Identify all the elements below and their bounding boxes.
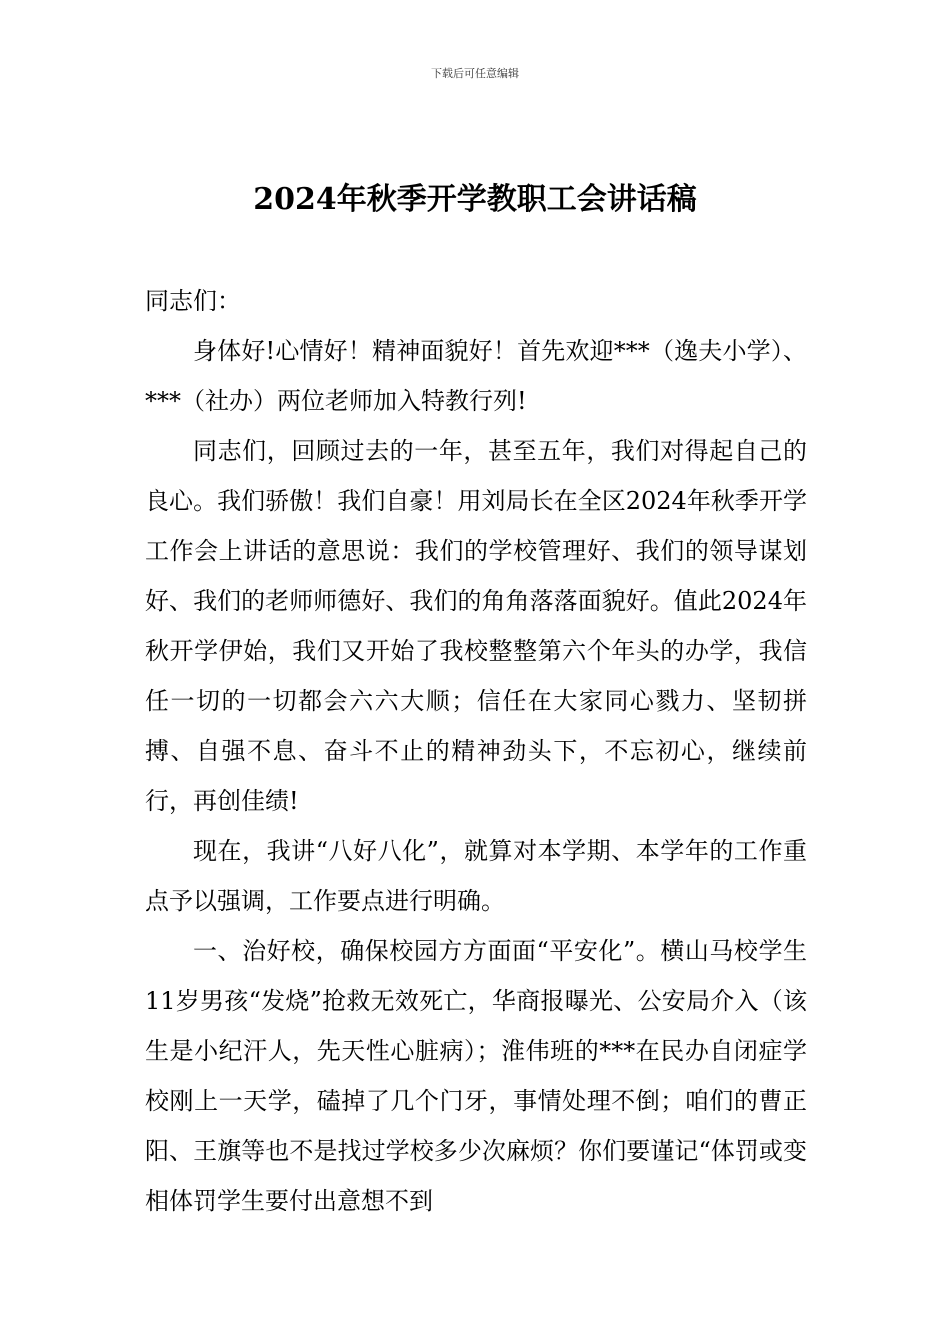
- paragraph-review: 同志们，回顾过去的一年，甚至五年，我们对得起自己的良心。我们骄傲！我们自豪！用刘局长在全区2024年秋季开学工作会上讲话的意思说：我们的学校管理好、我们的领导谋划好、我们的老师师德好、我们的角角落落面貌好。值此2024年秋开学伊始，我们又开始了我校整整第六个年头的办学，我信任一切的一切都会六六大顺；信任在大家同心戮力、坚韧拼搏、自强不息、奋斗不止的精神劲头下，不忘初心，继续前行，再创佳绩!: [145, 437, 807, 815]
- document-title: 2024年秋季开学教职工会讲话稿: [253, 182, 697, 217]
- paragraph-welcome: 身体好!心情好！精神面貌好！首先欢迎***（逸夫小学）、***（社办）两位老师加入特教行列!: [145, 337, 807, 415]
- paragraph-point-one: 一、治好校，确保校园方方面面“平安化”。横山马校学生11岁男孩“发烧”抢救无效死亡，华商报曝光、公安局介入（该生是小纪汗人，先天性心脏病）；淮伟班的***在民办自闭症学校刚上一天学，磕掉了几个门牙，事情处理不倒；咱们的曹正阳、王旗等也不是找过学校多少次麻烦？你们要谨记“体罚或变相体罚学生要付出意想不到: [145, 937, 807, 1215]
- paragraph-eight-goods: 现在，我讲“八好八化”，就算对本学期、本学年的工作重点予以强调，工作要点进行明确。: [145, 837, 807, 915]
- document-body: [145, 276, 807, 1226]
- page-header-note: 下载后可任意编辑: [431, 67, 519, 80]
- salutation: 同志们：: [145, 287, 241, 315]
